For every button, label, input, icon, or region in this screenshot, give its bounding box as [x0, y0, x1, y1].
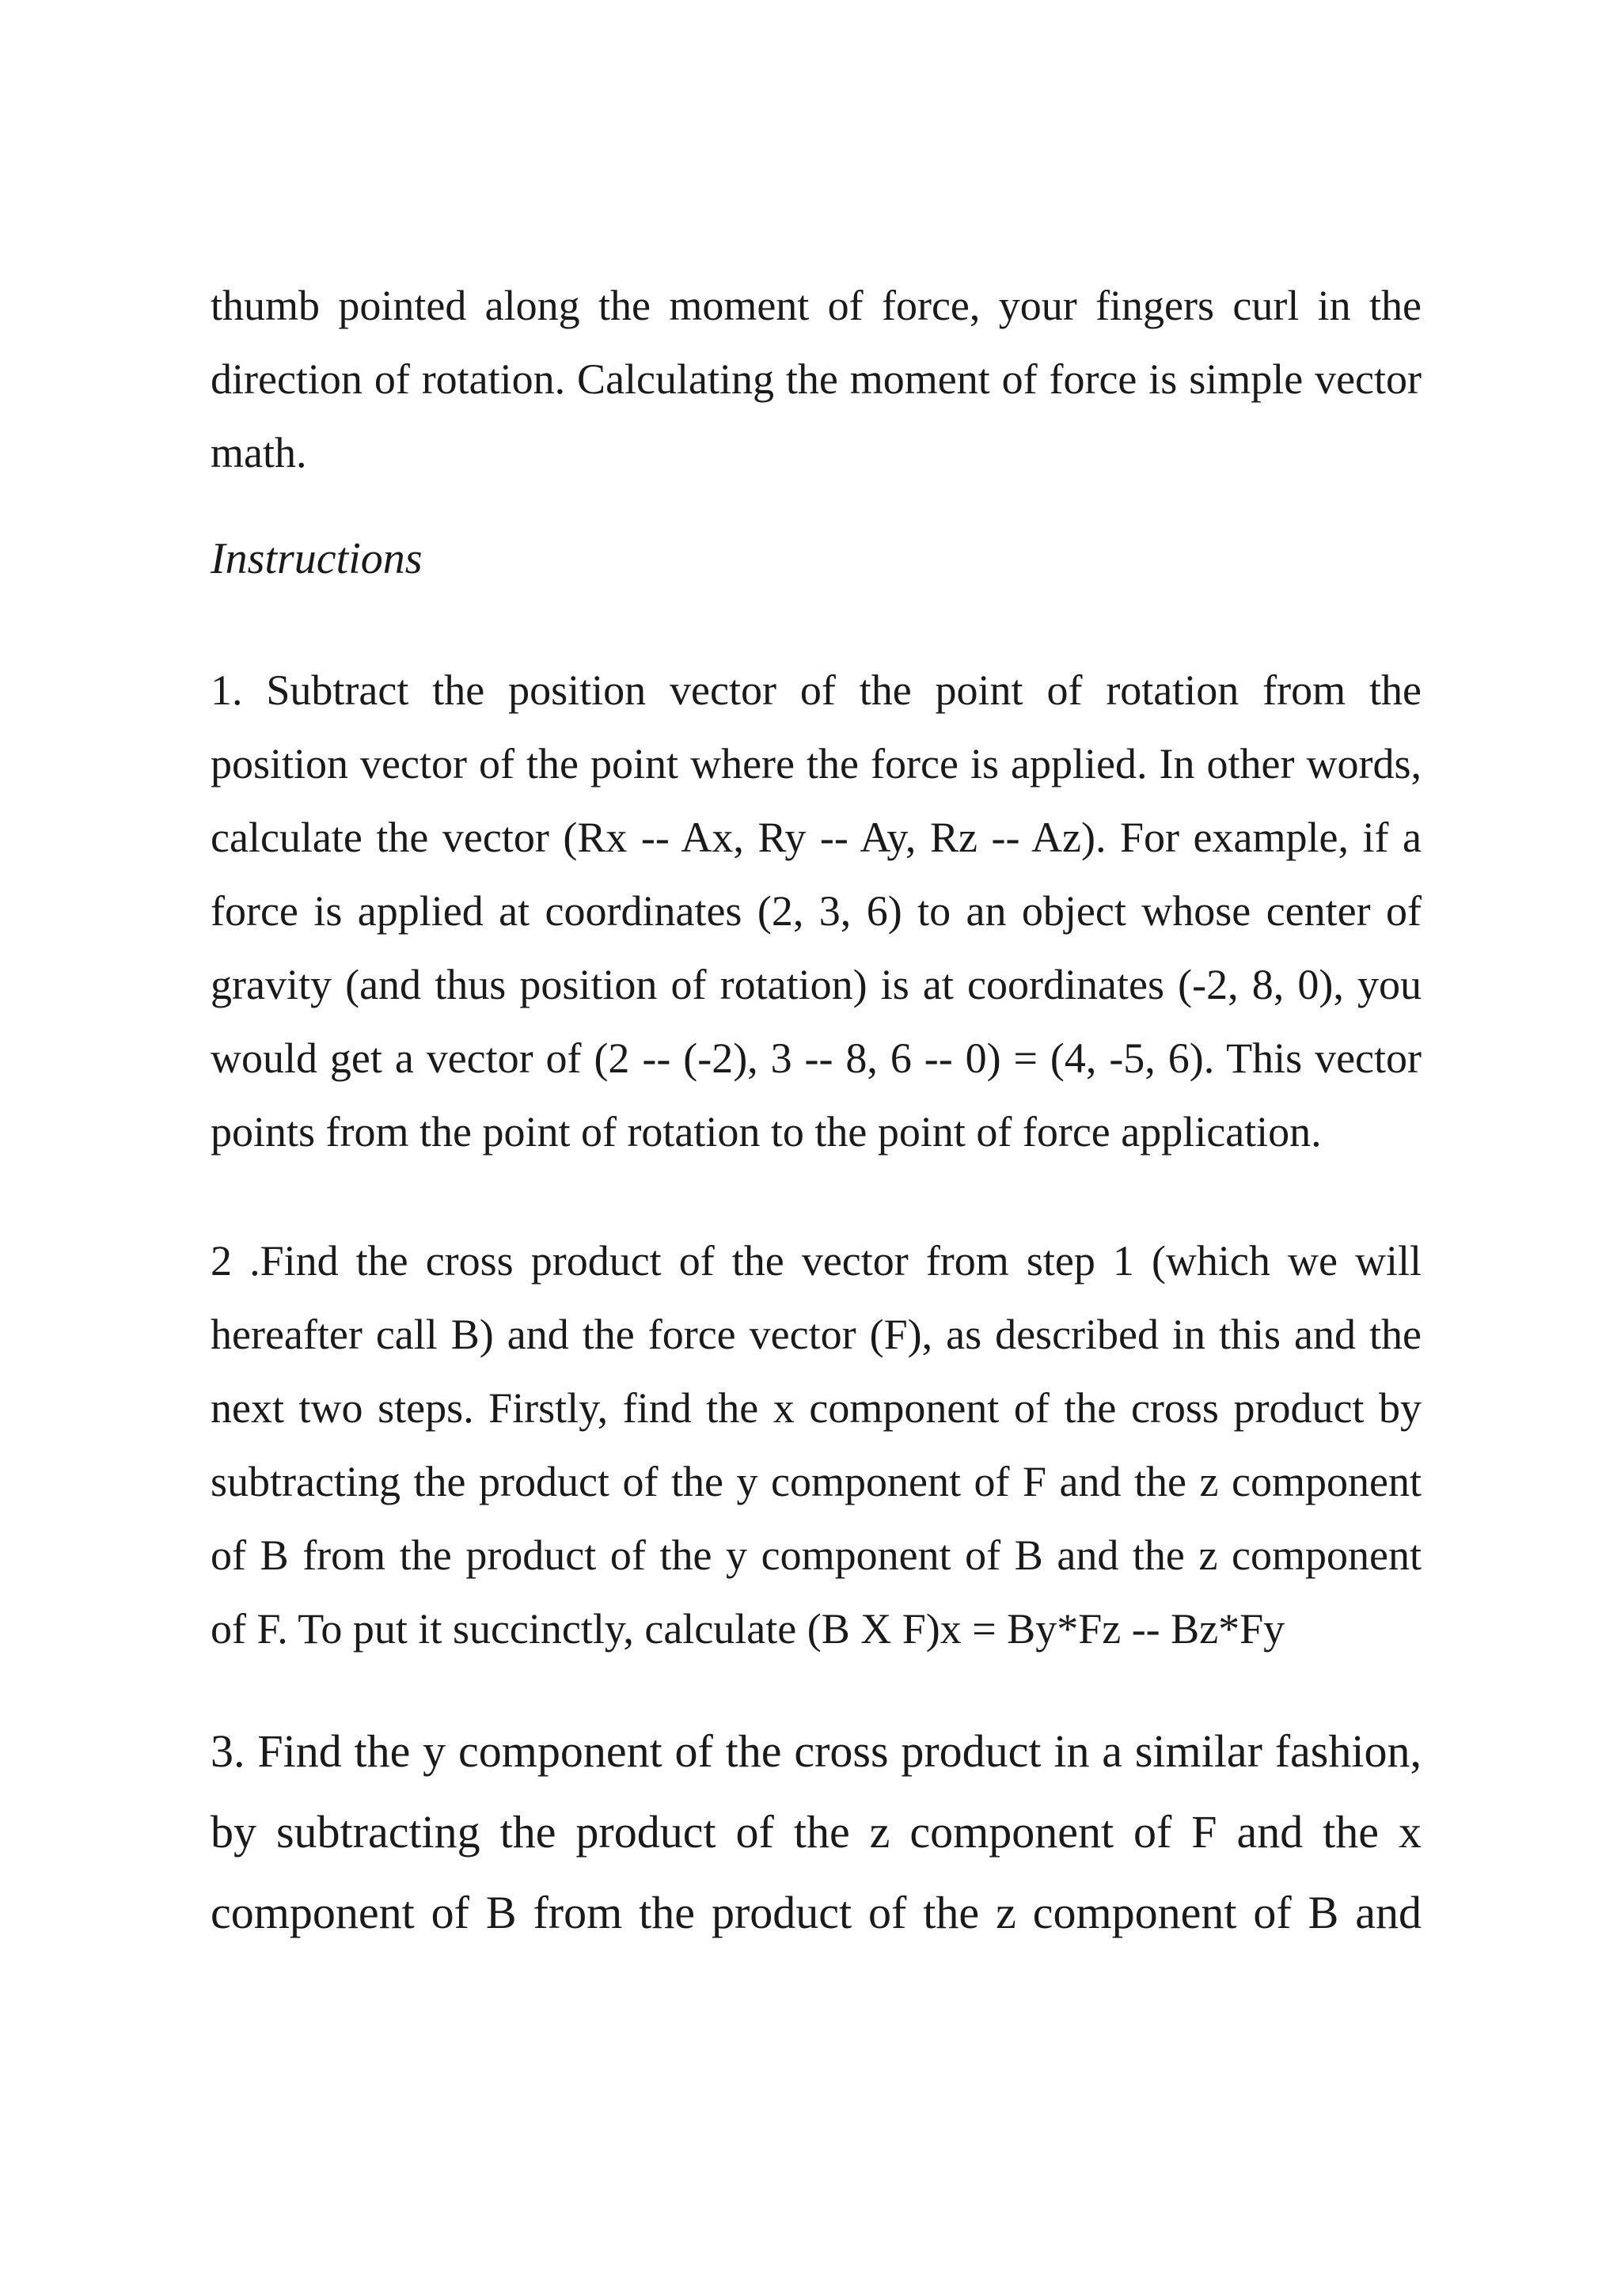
- step-2-paragraph: 2 .Find the cross product of the vector from step 1 (which we will hereafter call B) and the force vector (F), as described in this and the next two steps. Firstly, find the x component of the cross product by subtracting the product of the y component of F and the z component of B from the product of the y component of B and the z component of F. To put it succinctly, calculate (B X F)x = By*Fz -- Bz*Fy: [211, 1237, 1422, 1653]
- step-1-paragraph: 1. Subtract the position vector of the point of rotation from the position vector of the point where the force is applied. In other words, calculate the vector (Rx -- Ax, Ry -- Ay, Rz -- Az). For example, if a force is applied at coordinates (2, 3, 6) to an object whose center of gravity (and thus position of rotation) is at coordinates (-2, 8, 0), you would get a vector of (2 -- (-2), 3 -- 8, 6 -- 0) = (4, -5, 6). This vector points from the point of rotation to the point of force application.: [211, 666, 1422, 1156]
- instructions-heading: Instructions: [211, 534, 423, 583]
- step-3-paragraph: 3. Find the y component of the cross product in a similar fashion, by subtracting the product of the z component of F and the x component of B from the product of the z component of B and: [211, 1725, 1422, 1938]
- intro-paragraph: thumb pointed along the moment of force, your fingers curl in the direction of rotation. Calculating the moment of force is simple vector math.: [211, 282, 1422, 476]
